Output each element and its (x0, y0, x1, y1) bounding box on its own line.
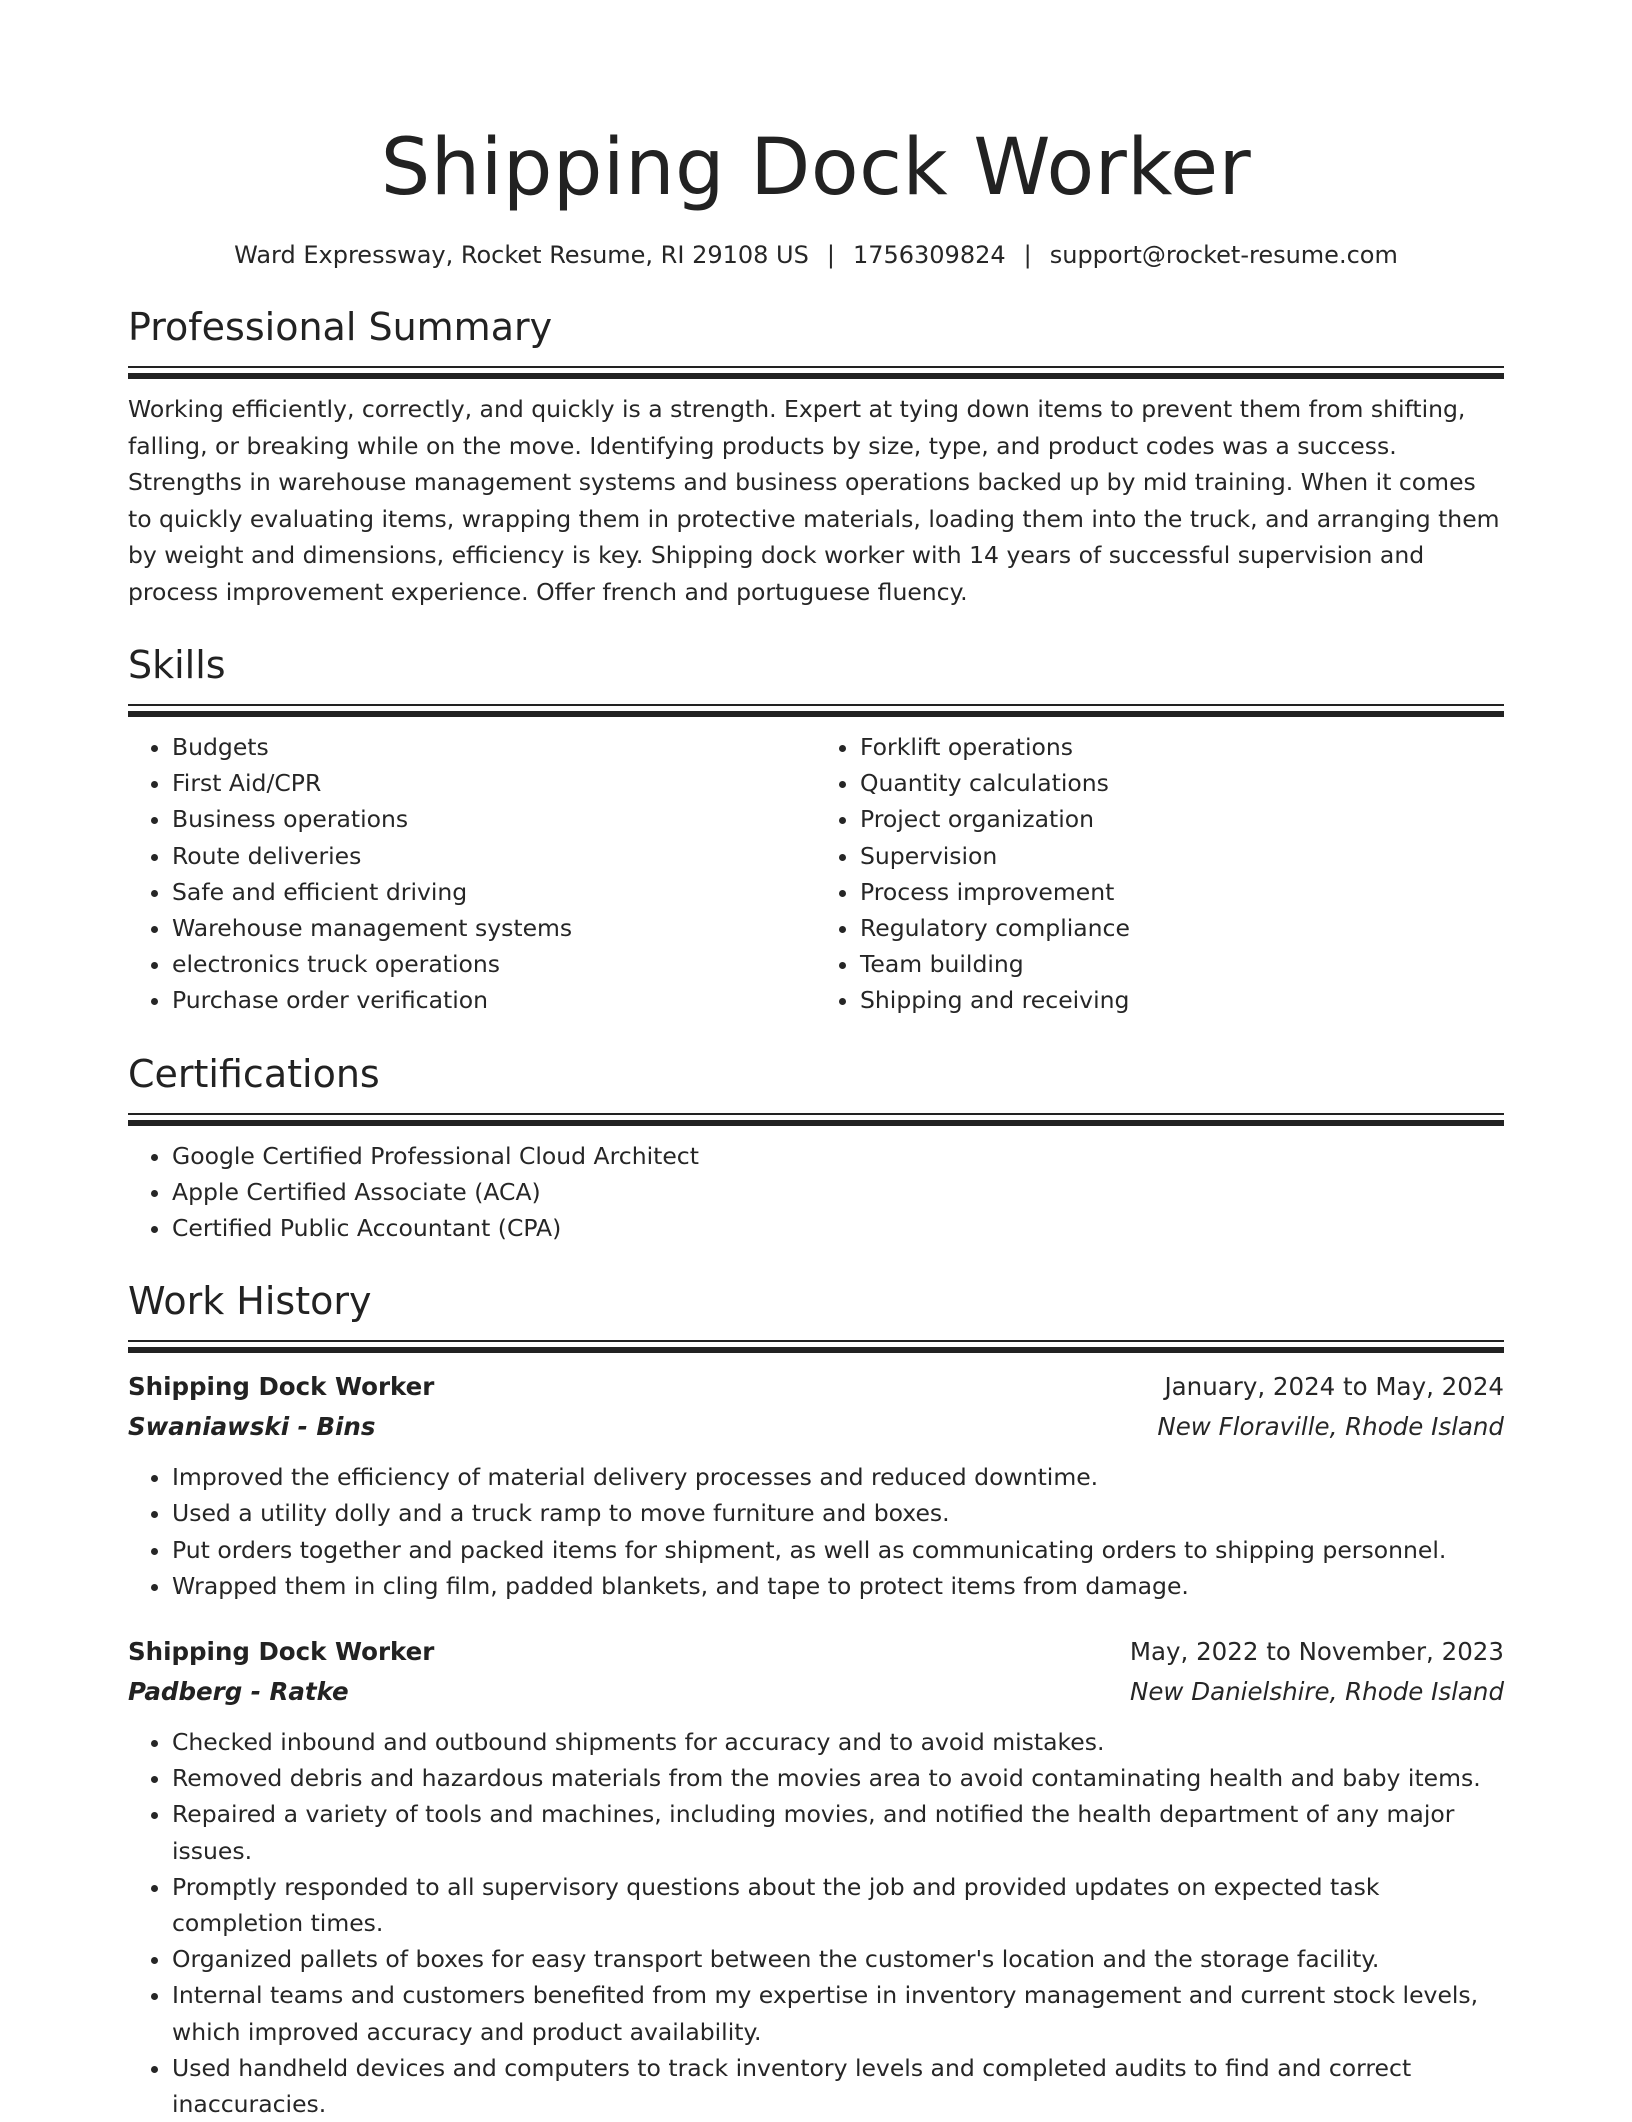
job-company: Padberg - Ratke (128, 1677, 349, 1707)
section-title: Professional Summary (128, 305, 553, 349)
certifications-section (128, 1049, 1504, 1247)
section-rule (128, 1113, 1504, 1115)
candidate-name: Shipping Dock Worker (380, 123, 1252, 213)
job-entry (128, 1367, 1504, 1604)
skill-item: • First Aid/CPR (172, 765, 816, 801)
certification-item: • Google Certified Professional Cloud Architect (172, 1138, 1504, 1174)
contact-separator: | (826, 241, 835, 269)
skill-item: • Warehouse management systems (172, 910, 816, 946)
contact-phone: 1756309824 (852, 241, 1006, 269)
skill-item: • Safe and efficient driving (172, 874, 816, 910)
work-history-section (128, 1276, 1504, 2122)
section-rule (128, 1340, 1504, 1342)
skill-item: • Regulatory compliance (860, 910, 1504, 946)
summary-section (128, 302, 1504, 610)
section-rule (128, 366, 1504, 368)
section-title: Skills (128, 643, 226, 687)
job-bullets (128, 1724, 1504, 2122)
certification-item: • Certified Public Accountant (CPA) (172, 1210, 1504, 1246)
job-dates: January, 2024 to May, 2024 (1164, 1372, 1504, 1402)
job-company: Swaniawski - Bins (128, 1412, 376, 1442)
job-subheader (128, 1672, 1504, 1712)
job-bullet: • Organized pallets of boxes for easy transport between the customer's location and the storage facility. (172, 1941, 1504, 1977)
job-bullet: • Put orders together and packed items for shipment, as well as communicating orders to shipping personnel. (172, 1532, 1504, 1568)
contact-address: Ward Expressway, Rocket Resume, RI 29108 US (234, 241, 809, 269)
section-rule (128, 711, 1504, 717)
section-rule (128, 1120, 1504, 1126)
job-title: Shipping Dock Worker (128, 1637, 435, 1667)
job-bullet: • Used a utility dolly and a truck ramp to move furniture and boxes. (172, 1495, 1504, 1531)
skills-list-left (128, 729, 816, 1019)
job-dates: May, 2022 to November, 2023 (1129, 1637, 1504, 1667)
job-bullet: • Used handheld devices and computers to track inventory levels and completed audits to find and correct inaccuracies. (172, 2050, 1504, 2122)
certifications-list (128, 1138, 1504, 1247)
skill-item: • Budgets (172, 729, 816, 765)
job-location: New Danielshire, Rhode Island (1130, 1677, 1504, 1707)
section-title: Work History (128, 1279, 372, 1324)
job-bullets (128, 1459, 1504, 1604)
job-header (128, 1367, 1504, 1407)
section-rule (128, 1347, 1504, 1353)
section-title: Certifications (128, 1051, 380, 1096)
job-header (128, 1632, 1504, 1672)
skills-section (128, 640, 1504, 1019)
skill-item: • Team building (860, 946, 1504, 982)
job-bullet: • Improved the efficiency of material delivery processes and reduced downtime. (172, 1459, 1504, 1495)
job-bullet: • Removed debris and hazardous materials from the movies area to avoid contaminating health and baby items. (172, 1760, 1504, 1796)
skills-columns (128, 729, 1504, 1019)
certification-item: • Apple Certified Associate (ACA) (172, 1174, 1504, 1210)
job-location: New Floraville, Rhode Island (1157, 1412, 1504, 1442)
contact-line (128, 238, 1504, 272)
summary-text: Working efficiently, correctly, and quickly is a strength. Expert at tying down items to prevent them from shifting, falling, or breaking while on the move. Identifying products by size, type, and product codes was a success. Strengths in warehouse management systems and business operations backed up by mid training. When it comes to quickly evaluating items, wrapping them in protective materials, loading them into the truck, and arranging them by weight and dimensions, efficiency is key. Shipping dock worker with 14 years of successful supervision and process improvement experience. Offer french and portuguese fluency. (128, 395, 1500, 606)
skill-item: • electronics truck operations (172, 946, 816, 982)
skill-item: • Forklift operations (860, 729, 1504, 765)
contact-separator: | (1023, 241, 1032, 269)
skill-item: • Purchase order verification (172, 982, 816, 1018)
section-rule (128, 704, 1504, 706)
job-subheader (128, 1407, 1504, 1447)
skills-list-right (816, 729, 1504, 1019)
skill-item: • Project organization (860, 801, 1504, 837)
contact-email: support@rocket-resume.com (1049, 241, 1398, 269)
section-rule (128, 373, 1504, 379)
job-bullet: • Repaired a variety of tools and machines, including movies, and notified the health department of any major issues. (172, 1796, 1504, 1868)
job-bullet: • Wrapped them in cling film, padded blankets, and tape to protect items from damage. (172, 1568, 1504, 1604)
job-bullet: • Checked inbound and outbound shipments for accuracy and to avoid mistakes. (172, 1724, 1504, 1760)
skill-item: • Quantity calculations (860, 765, 1504, 801)
skill-item: • Process improvement (860, 874, 1504, 910)
job-title: Shipping Dock Worker (128, 1372, 435, 1402)
skill-item: • Supervision (860, 838, 1504, 874)
skill-item: • Business operations (172, 801, 816, 837)
skill-item: • Shipping and receiving (860, 982, 1504, 1018)
job-bullet: • Internal teams and customers benefited from my expertise in inventory management and current stock levels, which improved accuracy and product availability. (172, 1977, 1504, 2049)
resume-page (128, 0, 1504, 2122)
job-entry (128, 1632, 1504, 2122)
skill-item: • Route deliveries (172, 838, 816, 874)
job-bullet: • Promptly responded to all supervisory questions about the job and provided updates on expected task completion times. (172, 1869, 1504, 1941)
